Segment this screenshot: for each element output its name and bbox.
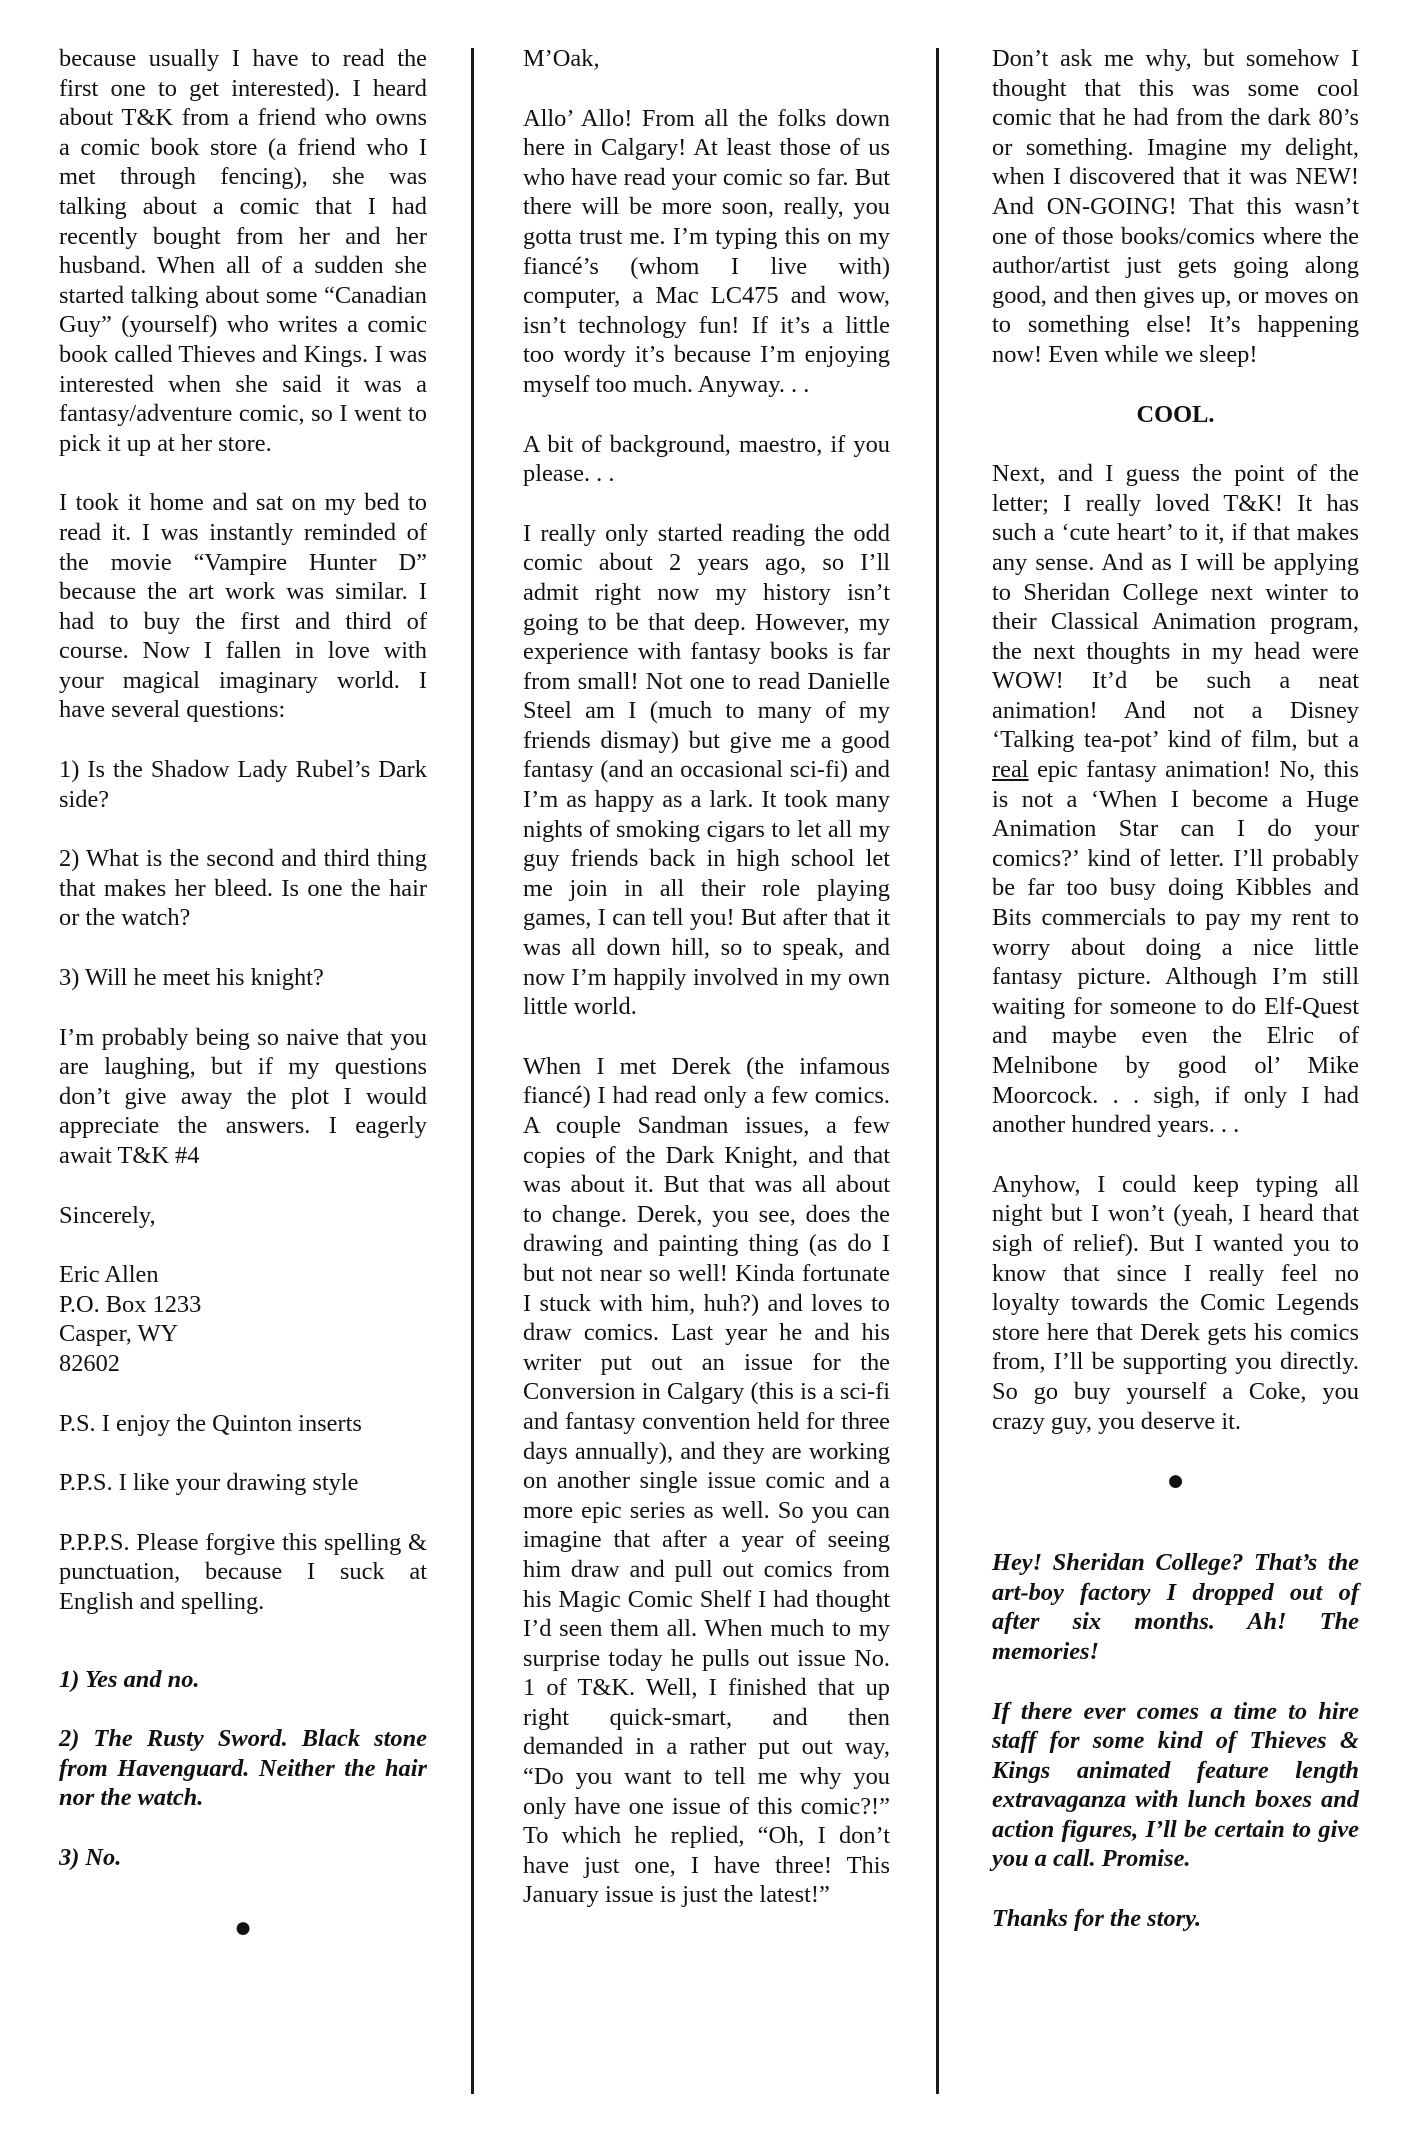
postscript-2: P.P.S. I like your drawing style [59,1469,359,1497]
postscript-1: P.S. I enjoy the Quinton inserts [59,1409,362,1437]
letter1-question-1: 1) Is the Shadow Lady Rubel’s Dark side? [59,756,427,813]
reply-answer-2: 2) The Rusty Sword. Black stone from Havenguard. Neither the hair nor the watch. [59,1725,427,1812]
letter2-paragraph-5: Don’t ask me why, but somehow I thought that this was some cool comic that he had from the dark 80’s or something. Imagine my delight, when I discovered that it was NEW! And ON-GOING! That this wasn’t one of those books/comics where the author/artist just gets going along good, and then gives up, or moves on to something else! It’s happening now! Even while we sleep! [992,45,1359,368]
reply-paragraph-2: If there ever comes a time to hire staff for some kind of Thieves & Kings animated feature length extravaganza with lunch boxes and action figures, I’ll be certain to give you a call. Promise. [992,1697,1359,1873]
signature-zip: 82602 [59,1349,120,1377]
column-left [59,44,427,1973]
signature-name: Eric Allen [59,1261,159,1289]
column-middle [523,44,890,1940]
column-divider-left [471,48,474,2094]
reply-paragraph-1: Hey! Sheridan College? That’s the art-boy factory I dropped out of after six months. Ah! The memories! [992,1549,1359,1665]
section-bullet: ● [233,1910,253,1944]
postscript-3: P.P.P.S. Please forgive this spelling & punctuation, because I suck at English and spelling. [59,1528,427,1615]
signature-city: Casper, WY [59,1320,179,1348]
letter2-paragraph-7: Anyhow, I could keep typing all night but I won’t (yeah, I heard that sigh of relief). But I wanted you to know that since I really feel no loyalty towards the Comic Legends store here that Derek gets his comics from, I’ll be supporting you directly. So go buy yourself a Coke, you crazy guy, you deserve it. [992,1170,1359,1435]
paragraph-part-b: epic fantasy animation! No, this is not a ‘When I become a Huge Animation Star can I do your comics?’ kind of letter. I’ll probably be far too busy doing Kibbles and Bits commercials to pay my rent to worry about doing a nice little fantasy picture. Although I’m still waiting for someone to do Elf-Quest and maybe even the Elric of Melnibone by good ol’ Mike Moorcock. . . sigh, if only I had another hundred years. . . [992,756,1359,1139]
letter1-closing: Sincerely, [59,1201,156,1229]
column-divider-right [936,48,939,2094]
reply-paragraph-3: Thanks for the story. [992,1905,1202,1933]
letter1-paragraph-1: because usually I have to read the first one to get interested). I heard about T&K from a friend who owns a comic book store (a friend who I met through fencing), she was talking about a comic that I had recently bought from her and her husband. When all of a sudden she started talking about some “Canadian Guy” (yourself) who writes a comic book called Thieves and Kings. I was interested when she said it was a fantasy/adventure comic, so I went to pick it up at her store. [59,45,427,457]
reply-answer-1: 1) Yes and no. [59,1665,200,1693]
letter2-paragraph-1: Allo’ Allo! From all the folks down here in Calgary! At least those of us who have read your comic so far. But there will be more soon, really, you gotta trust me. I’m typing this on my fiancé’s (whom I live with) computer, a Mac LC475 and wow, isn’t technology fun! If it’s a little too wordy it’s because I’m enjoying myself too much. Anyway. . . [523,104,890,398]
letter2-paragraph-4: When I met Derek (the infamous fiancé) I had read only a few comics. A couple Sandman issues, a few copies of the Dark Knight, and that was about it. But that was all about to change. Derek, you see, does the drawing and painting thing (as do I but not near so well! Kinda fortunate I stuck with him, huh?) and loves to draw comics. Last year he and his writer put out an issue for the Conversion in Calgary (this is a sci-fi and fantasy convention held for three days annually), and they are working on another single issue comic and a more epic series as well. So you can imagine that after a year of seeing him draw and pull out comics from his Magic Comic Shelf I had thought I’d seen them all. When much to my surprise today he pulls out issue No. 1 of T&K. Well, I finished that up right quick-smart, and then demanded in a rather put out way, “Do you want to tell me why you only have one issue of this comic?!” To which he replied, “Oh, I don’t have just one, I have three! This January issue is just the latest!” [523,1052,890,1909]
letter1-paragraph-3: I’m probably being so naive that you are laughing, but if my questions don’t give away the plot I would appreciate the answers. I eagerly await T&K #4 [59,1023,427,1169]
letter1-paragraph-2: I took it home and sat on my bed to read it. I was instantly reminded of the movie “Vampire Hunter D” because the art work was similar. I had to buy the first and third of course. Now I fallen in love with your magical imaginary world. I have several questions: [59,489,427,724]
section-bullet: ● [1166,1464,1185,1498]
underlined-word-real: real [992,756,1029,784]
letter1-question-2: 2) What is the second and third thing that makes her bleed. Is one the hair or the watch? [59,845,427,932]
signature-po-box: P.O. Box 1233 [59,1290,202,1318]
column-right [992,44,1359,1964]
letter2-salutation: M’Oak, [523,45,600,72]
letter2-paragraph-2: A bit of background, maestro, if you please. . . [523,430,890,488]
letter2-paragraph-6 [992,459,1359,1140]
letter1-question-3: 3) Will he meet his knight? [59,964,324,992]
letter2-paragraph-3: I really only started reading the odd comic about 2 years ago, so I’ll admit right now my history isn’t going to be that deep. However, my experience with fantasy books is far from small! Not one to read Danielle Steel am I (much to many of my friends dismay) but give me a good fantasy (and an occasional sci-fi) and I’m as happy as a lark. It took many nights of smoking cigars to let all my guy friends back in high school let me join in all their role playing games, I can tell you! But after that it was all down hill, so to speak, and now I’m happily involved in my own little world. [523,519,890,1021]
reply-answer-3: 3) No. [59,1843,122,1871]
cool-heading: COOL. [1136,400,1215,428]
paragraph-part-a: Next, and I guess the point of the letter; I really loved T&K! It has such a ‘cute heart’ to it, if that makes any sense. And as I will be applying to Sheridan College next winter to their Classical Animation program, the next thoughts in my head were WOW! It’d be such a neat animation! And not a Disney ‘Talking tea-pot’ kind of film, but a [992,460,1359,754]
